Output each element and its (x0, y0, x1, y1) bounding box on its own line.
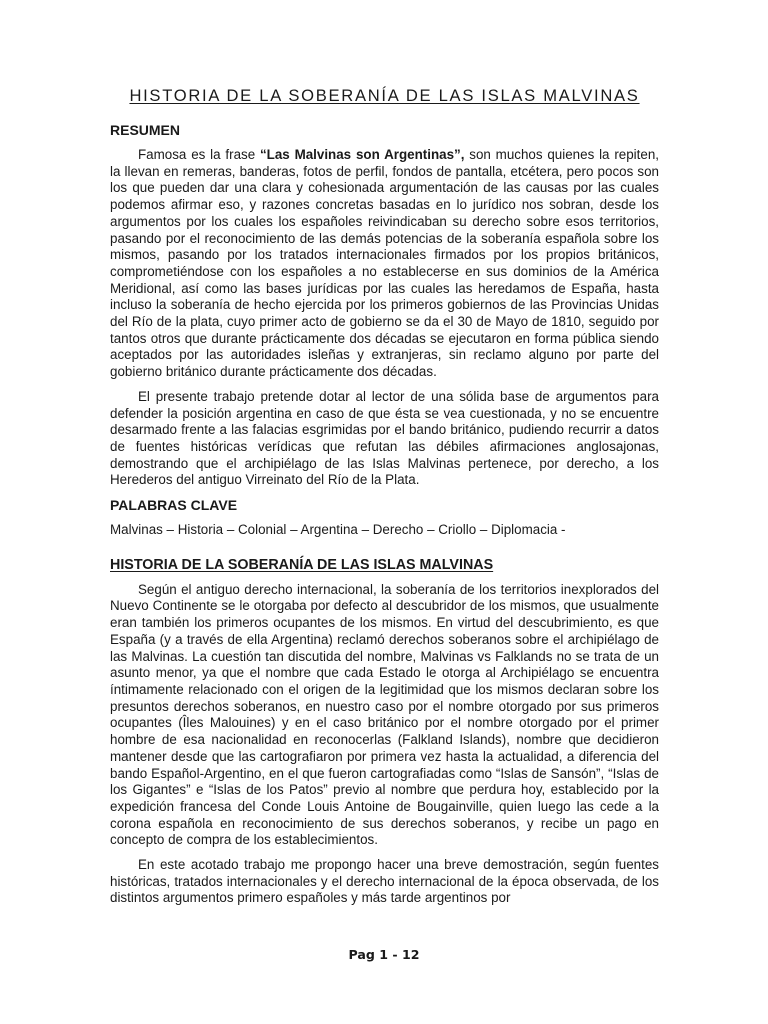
document-title: HISTORIA DE LA SOBERANÍA DE LAS ISLAS MALVINAS (129, 86, 640, 105)
keywords-heading: PALABRAS CLAVE (110, 497, 238, 514)
page-content (110, 86, 659, 915)
resumen-p1-lead: Famosa es la frase (138, 147, 260, 162)
resumen-heading: RESUMEN (110, 122, 181, 138)
famous-phrase: “Las Malvinas son Argentinas”, (259, 147, 465, 162)
resumen-paragraph-1 (110, 147, 659, 381)
keywords-list: Malvinas – Historia – Colonial – Argentina – Derecho – Criollo – Diplomacia - (110, 522, 566, 538)
resumen-p1-body: son muchos quienes la repiten, la llevan en remeras, banderas, fotos de perfil, fondos de pantalla, etcétera, pero pocos son los que pueden dar una clara y cohesionada argumentación de las causas por las cuales podemos afirmar eso, y razones concretas basadas en lo jurídico nos sobran, desde los argumentos por los cuales los españoles reivindicaban su derecho sobre esos territorios, pasando por el reconocimiento de las demás potencias de la soberanía española sobre los mismos, pasando por los tratados internacionales firmados por los propios británicos, comprometiéndose con los españoles a no establecerse en sus dominios de la América Meridional, así como las bases jurídicas por las cuales las heredamos de España, hasta incluso la soberanía de hecho ejercida por los primeros gobiernos de las Provincias Unidas del Río de la plata, cuyo primer acto de gobierno se da el 30 de Mayo de 1810, seguido por tantos otros que durante prácticamente dos décadas se ejecutaron en forma pública siendo aceptados por las autoridades isleñas y extranjeras, sin reclamo alguno por parte del gobierno británico durante prácticamente dos décadas. (110, 147, 659, 380)
page-number: Pag 1 - 12 (348, 947, 420, 962)
section-heading: HISTORIA DE LA SOBERANÍA DE LAS ISLAS MALVINAS (110, 556, 494, 573)
section-paragraph-1: Según el antiguo derecho internacional, la soberanía de los territorios inexplorados del Nuevo Continente se le otorgaba por defecto al descubridor de los mismos, que usualmente eran también los primeros ocupantes de los mismos. En virtud del descubrimiento, es que España (y a través de ella Argentina) reclamó derechos soberanos sobre el archipiélago de las Malvinas. La cuestión tan discutida del nombre, Malvinas vs Falklands no se trata de un asunto menor, ya que el nombre que cada Estado le otorga al Archipiélago se encuentra íntimamente relacionado con el origen de la legitimidad que los mismos declaran sobre los presuntos derechos soberanos, en nuestro caso por el nombre otorgado por sus primeros ocupantes (Îles Malouines) y en el caso británico por el nombre otorgado por el primer hombre de esa nacionalidad en reconocerlas (Falkland Islands), nombre que decidieron mantener desde que las cartografiaron por primera vez hasta la actualidad, a diferencia del bando Español-Argentino, en el que fueron cartografiadas como “Islas de Sansón”, “Islas de los Gigantes” e “Islas de los Patos” previo al nombre que perdura hoy, establecido por la expedición francesa del Conde Louis Antoine de Bougainville, quien luego las cede a la corona española en reconocimiento de sus derechos soberanos, y recibe un pago en concepto de compra de los establecimientos. (110, 581, 659, 848)
resumen-paragraph-2: El presente trabajo pretende dotar al lector de una sólida base de argumentos para defender la posición argentina en caso de que ésta se vea cuestionada, y no se encuentre desarmado frente a las falacias esgrimidas por el bando británico, pudiendo recurrir a datos de fuentes históricas verídicas que refutan las débiles afirmaciones anglosajonas, demostrando que el archipiélago de las Islas Malvinas pertenece, por derecho, a los Herederos del antiguo Virreinato del Río de la Plata. (110, 388, 659, 488)
section-paragraph-2: En este acotado trabajo me propongo hacer una breve demostración, según fuentes históricas, tratados internacionales y el derecho internacional de la época observada, de los distintos argumentos primero españoles y más tarde argentinos por (110, 857, 659, 906)
